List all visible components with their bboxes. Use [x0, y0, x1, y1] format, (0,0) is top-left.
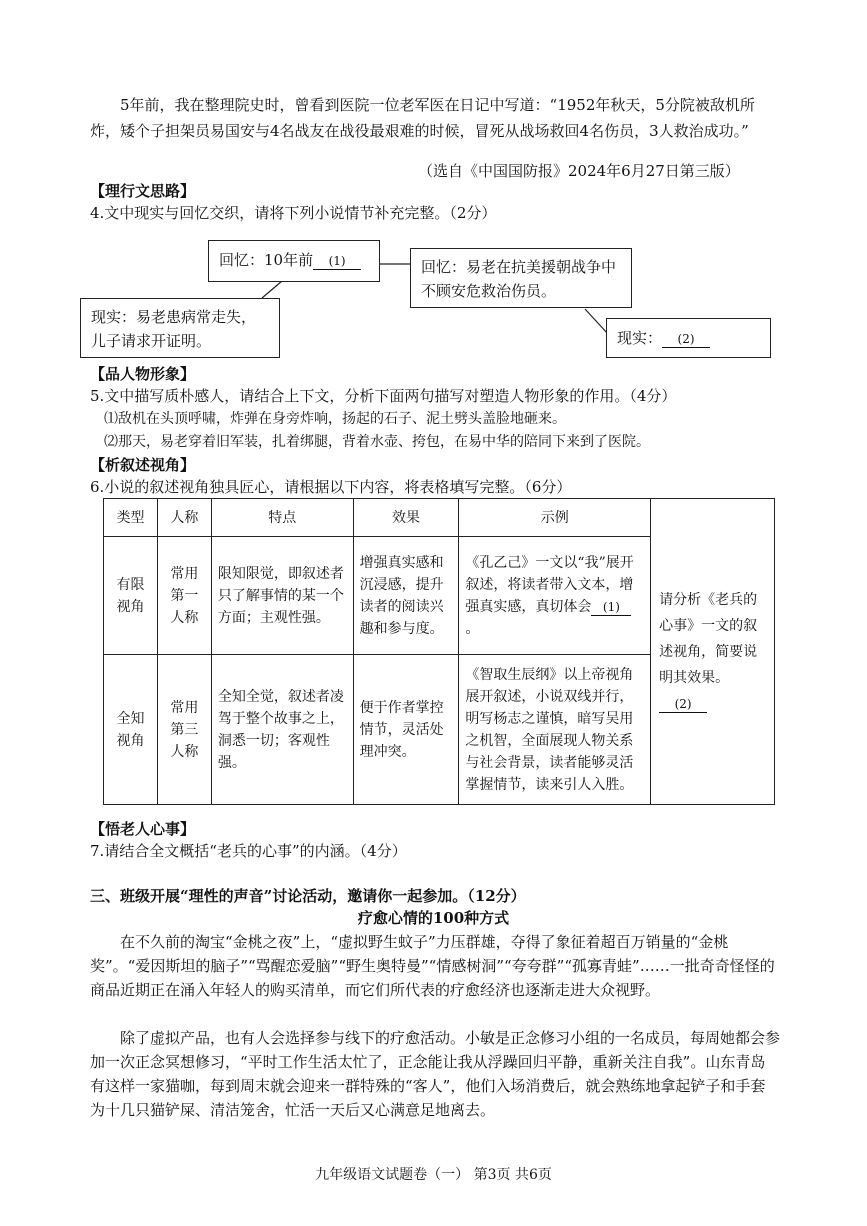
row1-type: 有限视角 — [104, 537, 158, 655]
box-reality-1: 现实：易老患病常走失，儿子请求开证明。 — [80, 298, 280, 358]
box-memory-2: 回忆：易老在抗美援朝战争中不顾安危救治伤员。 — [410, 248, 632, 308]
connector-line-1 — [262, 281, 282, 298]
row1-example-end: 。 — [465, 620, 480, 637]
source-citation: （选自《中国国防报》2024年6月27日第三版） — [418, 162, 740, 180]
section-heading-view: 【析叙述视角】 — [90, 456, 196, 474]
row2-feature: 全知全觉，叙述者凌驾于整个故事之上，洞悉一切；客观性强。 — [211, 655, 353, 805]
row1-feature: 限知限觉，即叙述者只了解事情的某一个方面；主观性强。 — [211, 537, 353, 655]
side-question-text: 请分析《老兵的心事》一文的叙述视角，简要说明其效果。 — [659, 591, 758, 686]
side-question-cell — [651, 499, 775, 805]
connector-line-3 — [585, 309, 608, 334]
box-memory-1-text: 回忆：10年前 — [219, 251, 314, 269]
article-paragraph-1: 在不久前的淘宝“金桃之夜”上，“虚拟野生蚊子”力压群雄，夺得了象征着超百万销量的“金桃奖”。“爱因斯坦的脑子”“骂醒恋爱脑”“野生奥特曼”“情感树洞”“夸夸群”“孤寡青蛙”……一批奇奇怪怪的商品近期正在涌入年轻人的购买清单，而它们所代表的疗愈经济也逐渐走进大众视野。 — [90, 933, 775, 999]
section-heading-outline: 【理行文思路】 — [90, 182, 196, 200]
row1-example — [459, 537, 651, 655]
blank-2-answer[interactable]: (2) — [662, 331, 710, 348]
box-memory-1 — [208, 240, 380, 282]
blank-1-answer[interactable]: (1) — [313, 253, 361, 270]
page-footer: 九年级语文试题卷（一） 第3页 共6页 — [315, 1167, 552, 1183]
row1-person: 常用第一人称 — [157, 537, 211, 655]
article-paragraph-2: 除了虚拟产品，也有人会选择参与线下的疗愈活动。小敏是正念修习小组的一名成员，每周她都会参加一次正念冥想修习，“平时工作生活太忙了，正念能让我从浮躁回归平静，重新关注自我”。山东青岛有这样一家猫咖，每到周末就会迎来一群特殊的“客人”，他们入场消费后，就会熟练地拿起铲子和手套为十几只猫铲屎、清洁笼舍，忙活一天后又心满意足地离去。 — [90, 1029, 781, 1119]
header-effect: 效果 — [353, 499, 459, 537]
table-header-row — [104, 499, 775, 537]
table-blank-2-answer[interactable]: (2) — [659, 696, 707, 713]
sentence-1: ⑴敌机在头顶呼啸，炸弹在身旁炸响，扬起的石子、泥土劈头盖脸地砸来。 — [104, 411, 566, 427]
row2-example: 《智取生辰纲》以上帝视角展开叙述，小说双线并行，明写杨志之谨慎，暗写吴用之机智，全面展现人物关系与社会背景，读者能够灵活掌握情节，读来引人入胜。 — [459, 655, 651, 805]
row1-effect: 增强真实感和沉浸感，提升读者的阅读兴趣和参与度。 — [353, 537, 459, 655]
box-reality-2-text: 现实： — [617, 329, 663, 347]
section-heading-character: 【品人物形象】 — [90, 365, 196, 383]
row2-type: 全知视角 — [104, 655, 158, 805]
question-7: 7.请结合全文概括“老兵的心事”的内涵。（4分） — [90, 842, 407, 860]
section-heading-heart: 【悟老人心事】 — [90, 820, 196, 838]
part3-heading: 三、班级开展“理性的声音”讨论活动，邀请你一起参加。（12分） — [90, 887, 526, 905]
narration-table — [103, 498, 775, 805]
header-type: 类型 — [104, 499, 158, 537]
intro-paragraph: 5年前，我在整理院史时，曾看到医院一位老军医在日记中写道：“1952年秋天，5分院被敌机所炸，矮个子担架员易国安与4名战友在战役最艰难的时候，冒死从战场救回4名伤员，3人救治成功。” — [90, 96, 755, 140]
row1-example-text: 《孔乙己》一文以“我”展开叙述，将读者带入文本，增强真实感，真切体会 — [465, 554, 634, 615]
article-title: 疗愈心情的100种方式 — [357, 909, 510, 927]
header-person: 人称 — [157, 499, 211, 537]
header-example: 示例 — [459, 499, 651, 537]
question-6: 6.小说的叙述视角独具匠心，请根据以下内容，将表格填写完整。（6分） — [90, 478, 572, 496]
sentence-2: ⑵那天，易老穿着旧军装，扎着绑腿，背着水壶、挎包，在易中华的陪同下来到了医院。 — [104, 434, 650, 450]
table-blank-1-answer[interactable]: (1) — [591, 599, 631, 616]
row2-effect: 便于作者掌控情节，灵活处理冲突。 — [353, 655, 459, 805]
question-4: 4.文中现实与回忆交织，请将下列小说情节补充完整。（2分） — [90, 204, 497, 222]
question-5: 5.文中描写质朴感人，请结合上下文，分析下面两句描写对塑造人物形象的作用。（4分） — [90, 387, 677, 405]
box-reality-2 — [606, 318, 771, 358]
header-feature: 特点 — [211, 499, 353, 537]
row2-person: 常用第三人称 — [157, 655, 211, 805]
